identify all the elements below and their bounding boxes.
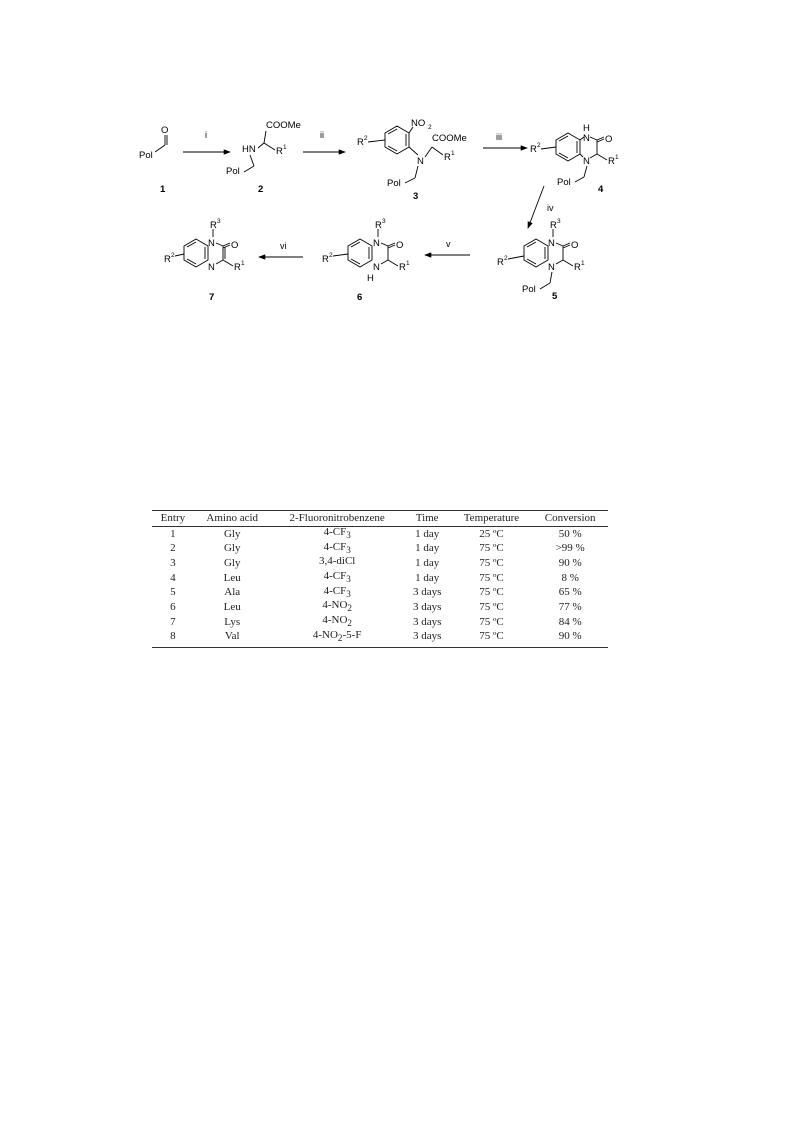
- svg-text:O: O: [161, 125, 169, 136]
- cell-fluoronitrobenzene: [271, 527, 404, 542]
- svg-text:1: 1: [241, 260, 245, 267]
- svg-text:2: 2: [329, 252, 333, 259]
- cell-fluoronitrobenzene: [271, 556, 404, 571]
- cell-fluoronitrobenzene: [271, 630, 404, 647]
- cell-amino-acid: Leu: [223, 571, 241, 584]
- step-ii-label: ii: [320, 130, 324, 140]
- compound-1-number: 1: [160, 184, 166, 195]
- compound-7-number: 7: [209, 292, 215, 303]
- substituent-text: 4-NO: [322, 599, 348, 612]
- table-row: [152, 600, 608, 615]
- svg-text:R: R: [210, 220, 217, 231]
- svg-text:R: R: [276, 146, 283, 157]
- header-conversion: Conversion: [532, 511, 608, 527]
- cell-entry: 1: [170, 527, 176, 540]
- cell-temperature: 75 ºC: [479, 586, 504, 599]
- table-row: [152, 615, 608, 630]
- svg-text:R: R: [375, 220, 382, 231]
- cell-entry: 3: [170, 556, 176, 569]
- cell-entry: 4: [170, 571, 176, 584]
- cell-temperature: 75 ºC: [479, 615, 504, 628]
- svg-text:H: H: [583, 123, 590, 134]
- svg-text:N: N: [548, 262, 555, 273]
- cell-time: 3 days: [412, 586, 442, 599]
- cell-fluoronitrobenzene: [271, 586, 404, 601]
- svg-text:Pol: Pol: [557, 177, 571, 188]
- svg-text:2: 2: [504, 255, 508, 262]
- substituent-text: 4-CF: [323, 526, 347, 538]
- svg-text:O: O: [396, 240, 404, 251]
- compound-7-structure: [164, 218, 245, 303]
- svg-text:R: R: [574, 262, 581, 273]
- cell-conversion: 65 %: [558, 586, 582, 599]
- svg-text:3: 3: [557, 218, 561, 225]
- cell-time: 1 day: [415, 542, 440, 555]
- cell-fluoronitrobenzene: [271, 600, 404, 615]
- svg-text:3: 3: [382, 218, 386, 225]
- table-header-row: [152, 511, 608, 527]
- cell-temperature: 75 ºC: [479, 542, 504, 555]
- cell-time: 1 day: [415, 571, 440, 584]
- svg-text:R: R: [497, 257, 504, 268]
- cell-conversion: 90 %: [532, 630, 608, 647]
- table-row: [152, 556, 608, 571]
- svg-text:N: N: [583, 156, 590, 167]
- svg-text:Pol: Pol: [522, 284, 536, 295]
- cell-amino-acid: Ala: [224, 586, 241, 599]
- cell-conversion: 50 %: [558, 527, 582, 540]
- table-row: [152, 630, 608, 647]
- svg-text:COOMe: COOMe: [266, 120, 301, 131]
- cell-entry: 8: [152, 630, 194, 647]
- svg-text:1: 1: [581, 260, 585, 267]
- svg-text:R: R: [550, 220, 557, 231]
- table-row: [152, 586, 608, 601]
- compound-6-number: 6: [357, 292, 363, 303]
- svg-text:N: N: [208, 262, 215, 273]
- table-row: [152, 571, 608, 586]
- cell-fluoronitrobenzene: [271, 571, 404, 586]
- header-amino-acid: Amino acid: [194, 511, 271, 527]
- compound-5-number: 5: [552, 291, 558, 302]
- svg-text:R: R: [530, 144, 537, 155]
- svg-text:R: R: [399, 262, 406, 273]
- svg-text:R: R: [234, 262, 241, 273]
- cell-conversion: 90 %: [558, 556, 582, 569]
- compound-2-structure: [226, 120, 301, 195]
- arrow-step-iv: [528, 186, 544, 228]
- cell-time: 3 days: [404, 630, 451, 647]
- cell-temperature: 75 ºC: [479, 556, 504, 569]
- svg-text:R: R: [322, 254, 329, 265]
- results-table: [152, 510, 608, 648]
- cell-time: 3 days: [412, 615, 442, 628]
- compound-1-structure: [139, 125, 168, 195]
- cell-conversion: >99 %: [555, 542, 585, 555]
- svg-text:R: R: [444, 152, 451, 163]
- cell-entry: 7: [170, 615, 176, 628]
- svg-text:2: 2: [428, 124, 432, 131]
- svg-text:R: R: [357, 137, 364, 148]
- cell-temperature: 75 ºC: [479, 571, 504, 584]
- substituent-subscript: 2: [347, 603, 352, 614]
- cell-amino-acid: Gly: [223, 556, 241, 569]
- svg-text:R: R: [608, 156, 615, 167]
- compound-4-structure: [530, 123, 619, 195]
- step-iv-label: iv: [547, 203, 554, 213]
- cell-temperature: 25 ºC: [479, 527, 504, 540]
- svg-text:Pol: Pol: [387, 178, 401, 189]
- step-v-label: v: [446, 239, 451, 249]
- header-time: Time: [404, 511, 451, 527]
- cell-amino-acid: Lys: [224, 615, 241, 628]
- cell-time: 3 days: [412, 601, 442, 614]
- svg-text:N: N: [373, 262, 380, 273]
- cell-time: 1 day: [415, 527, 440, 540]
- svg-text:1: 1: [406, 260, 410, 267]
- svg-text:Pol: Pol: [226, 166, 240, 177]
- svg-text:N: N: [548, 238, 555, 249]
- substituent-text: 4-NO: [322, 614, 348, 627]
- svg-text:N: N: [208, 238, 215, 249]
- compound-5-structure: [497, 218, 585, 302]
- compound-4-number: 4: [598, 184, 604, 195]
- svg-text:N: N: [373, 238, 380, 249]
- svg-text:N: N: [583, 133, 590, 144]
- svg-text:3: 3: [217, 218, 221, 225]
- svg-text:O: O: [231, 240, 239, 251]
- cell-conversion: 84 %: [558, 615, 582, 628]
- header-fluoronitrobenzene: 2-Fluoronitrobenzene: [271, 511, 404, 527]
- cell-entry: 6: [170, 601, 176, 614]
- cell-amino-acid: Leu: [223, 601, 241, 614]
- cell-fluoronitrobenzene: [271, 542, 404, 557]
- substituent-subscript: 3: [346, 574, 351, 585]
- svg-text:HN: HN: [242, 144, 256, 155]
- substituent-text: 4-CF: [323, 584, 347, 597]
- substituent-text: 3,4-diCl: [318, 555, 356, 568]
- substituent-subscript: 3: [346, 544, 351, 555]
- substituent-tail: -5-F: [342, 628, 362, 641]
- svg-text:NO: NO: [411, 118, 426, 129]
- svg-text:H: H: [367, 273, 374, 284]
- substituent-text: 4-CF: [323, 540, 347, 553]
- substituent-text: 4-NO: [312, 628, 338, 641]
- svg-text:R: R: [164, 254, 171, 265]
- svg-text:N: N: [417, 156, 424, 167]
- step-iii-label: iii: [496, 132, 502, 142]
- cell-temperature: 75 ºC: [451, 630, 533, 647]
- cell-entry: 5: [170, 586, 176, 599]
- cell-amino-acid: Val: [194, 630, 271, 647]
- header-temperature: Temperature: [451, 511, 533, 527]
- cell-conversion: 77 %: [558, 601, 582, 614]
- step-i-label: i: [205, 130, 207, 140]
- svg-text:1: 1: [615, 154, 619, 161]
- svg-text:O: O: [605, 134, 613, 145]
- substituent-text: 4-CF: [323, 570, 347, 583]
- cell-amino-acid: Gly: [223, 542, 241, 555]
- reaction-scheme: [0, 0, 793, 340]
- substituent-subscript: 2: [337, 633, 343, 643]
- svg-text:2: 2: [364, 135, 368, 142]
- cell-fluoronitrobenzene: [271, 615, 404, 630]
- cell-time: 1 day: [415, 556, 440, 569]
- cell-conversion: 8 %: [561, 571, 579, 584]
- compound-3-number: 3: [413, 191, 419, 202]
- cell-temperature: 75 ºC: [479, 601, 504, 614]
- svg-text:1: 1: [451, 150, 455, 157]
- substituent-subscript: 2: [347, 618, 352, 629]
- cell-amino-acid: Gly: [223, 527, 241, 540]
- compound-6-structure: [322, 218, 410, 303]
- substituent-subscript: 3: [346, 530, 351, 541]
- svg-text:1: 1: [283, 144, 287, 151]
- header-entry: Entry: [152, 511, 194, 527]
- svg-text:2: 2: [171, 252, 175, 259]
- cell-entry: 2: [170, 542, 176, 555]
- substituent-subscript: 3: [346, 588, 351, 599]
- step-vi-label: vi: [280, 241, 287, 251]
- svg-text:O: O: [571, 240, 579, 251]
- svg-text:2: 2: [537, 142, 541, 149]
- compound-3-structure: [357, 118, 467, 202]
- svg-text:COOMe: COOMe: [432, 133, 467, 144]
- svg-text:Pol: Pol: [139, 150, 153, 161]
- table-row: [152, 542, 608, 557]
- table-row: [152, 527, 608, 542]
- compound-2-number: 2: [258, 184, 264, 195]
